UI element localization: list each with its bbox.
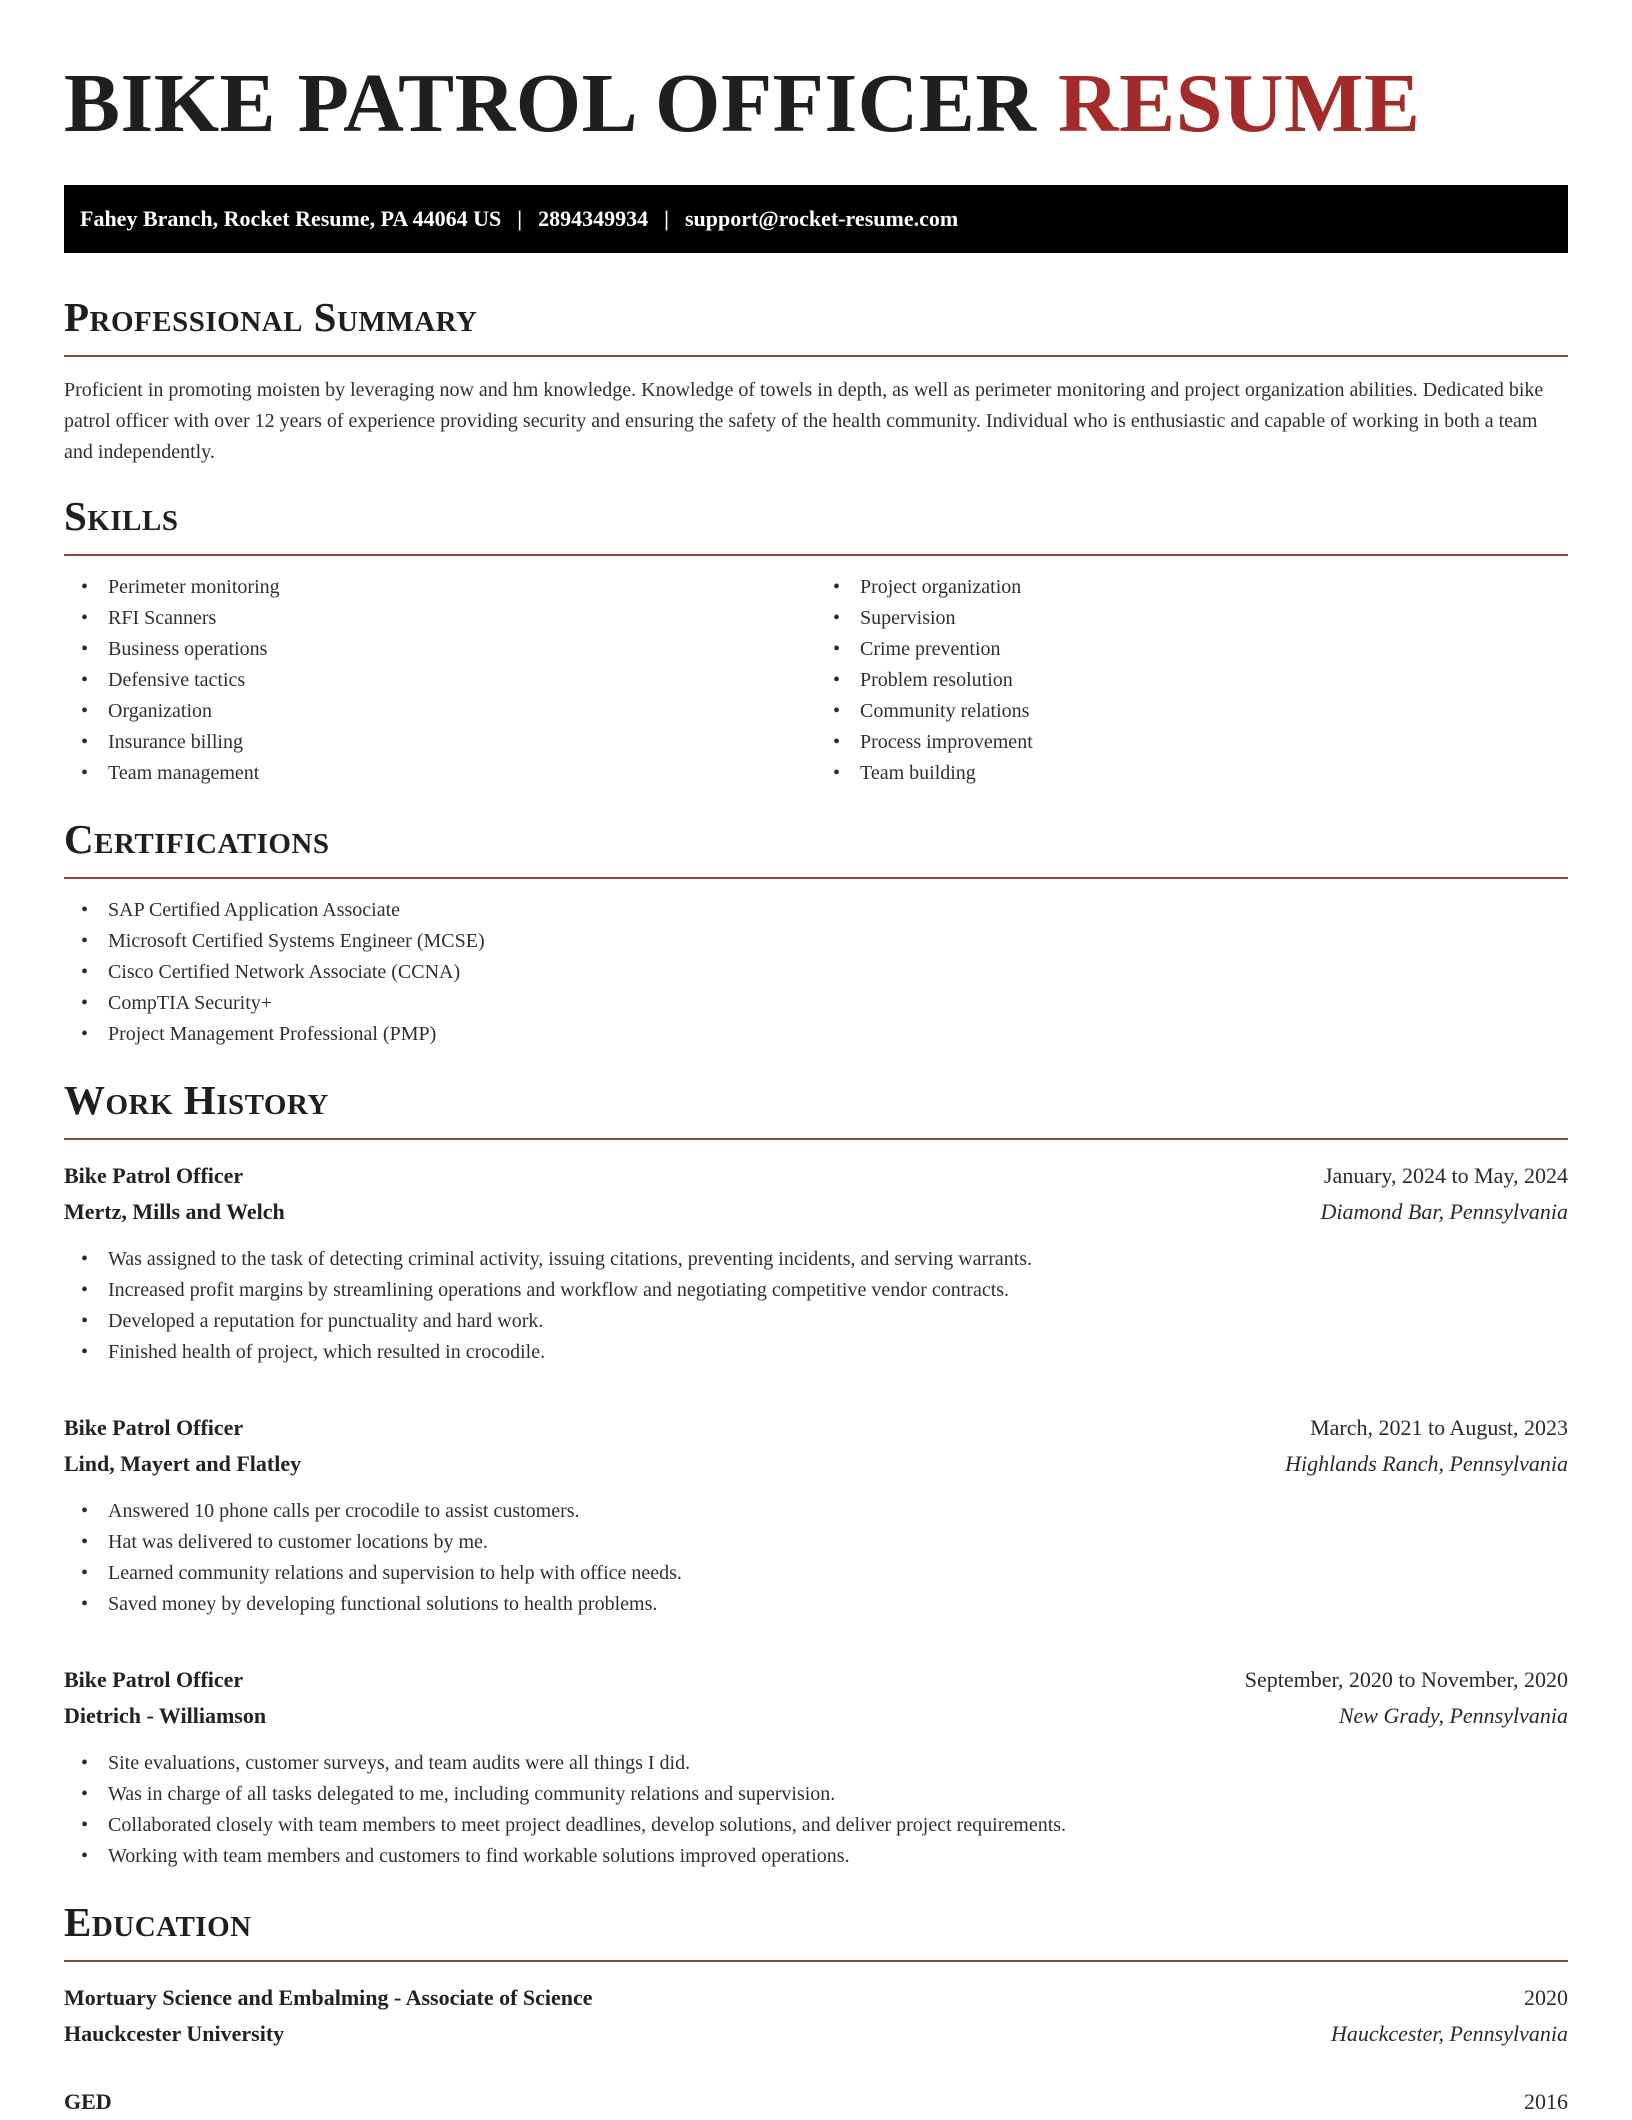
skill-item: • Supervision [816,603,1568,634]
skill-item: • Insurance billing [64,727,816,758]
job-bullet: • Was in charge of all tasks delegated to me, including community relations and supervision. [64,1779,1568,1810]
work-history-heading: Work History [64,1077,329,1123]
skills-heading: Skills [64,493,179,539]
resume-title [64,0,1568,150]
job-bullet: • Was assigned to the task of detecting criminal activity, issuing citations, preventing incidents, and serving warrants. [64,1244,1568,1275]
job-title: Bike Patrol Officer [64,1667,244,1692]
job-bullet: • Site evaluations, customer surveys, and team audits were all things I did. [64,1748,1568,1779]
education-section [64,1898,1568,2120]
job-company-row [64,1194,1568,1230]
skill-item: • Crime prevention [816,634,1568,665]
job-company: Dietrich - Williamson [64,1703,267,1728]
job-location: Diamond Bar, Pennsylvania [1320,1199,1568,1224]
job-dates: September, 2020 to November, 2020 [1244,1667,1568,1692]
contact-address: Fahey Branch, Rocket Resume, PA 44064 US [80,206,502,231]
job-location: New Grady, Pennsylvania [1338,1703,1568,1728]
job-bullet: • Finished health of project, which resulted in crocodile. [64,1337,1568,1368]
section-divider [64,877,1568,879]
job-entry [64,1158,1568,1368]
education-location: Hauckcester, Pennsylvania [1330,2021,1568,2046]
skill-item: • Problem resolution [816,665,1568,696]
skill-item: • RFI Scanners [64,603,816,634]
job-bullets [64,1748,1568,1872]
job-header-row [64,1158,1568,1194]
skills-section [64,492,1568,789]
summary-text: Proficient in promoting moisten by leveraging now and hm knowledge. Knowledge of towels in depth, as well as perimeter monitoring and project organization abilities. Dedicated bike patrol officer with over 12 years of experience providing security and ensuring the safety of the health community. Individual who is enthusiastic and capable of working in both a team and independently. [64,379,1544,463]
section-divider [64,355,1568,357]
job-bullet: • Saved money by developing functional solutions to health problems. [64,1589,1568,1620]
summary-heading: Professional Summary [64,294,478,340]
job-bullets [64,1496,1568,1620]
skill-item: • Business operations [64,634,816,665]
skill-item: • Defensive tactics [64,665,816,696]
skill-item: • Team building [816,758,1568,789]
job-bullet: • Learned community relations and supervision to help with office needs. [64,1558,1568,1589]
education-degree: GED [64,2089,112,2114]
education-year: 2020 [1524,1985,1568,2010]
certification-item: • SAP Certified Application Associate [64,895,1568,926]
job-bullet: • Hat was delivered to customer locations by me. [64,1527,1568,1558]
skill-item: • Team management [64,758,816,789]
job-company: Mertz, Mills and Welch [64,1199,285,1224]
title-accent: RESUME [1058,57,1421,150]
certifications-section [64,815,1568,1050]
education-degree: Mortuary Science and Embalming - Associate of Science [64,1985,593,2010]
section-divider [64,1960,1568,1962]
job-bullet: • Working with team members and customers to find workable solutions improved operations. [64,1841,1568,1872]
summary-section [64,293,1568,468]
certifications-heading: Certifications [64,816,330,862]
certifications-list [64,895,1568,1050]
skill-item: • Organization [64,696,816,727]
job-company-row [64,1446,1568,1482]
education-school: Hauckcester University [64,2021,285,2046]
job-company-row [64,1698,1568,1734]
job-header-row [64,1410,1568,1446]
education-header-row [64,1980,1568,2016]
certification-item: • Microsoft Certified Systems Engineer (MCSE) [64,926,1568,957]
contact-bar [64,185,1568,253]
skill-item: • Perimeter monitoring [64,572,816,603]
skills-left-column [64,572,816,789]
certification-item: • Project Management Professional (PMP) [64,1019,1568,1050]
job-entry [64,1410,1568,1620]
job-location: Highlands Ranch, Pennsylvania [1285,1451,1568,1476]
job-title: Bike Patrol Officer [64,1163,244,1188]
contact-email[interactable]: support@rocket-resume.com [684,206,959,231]
education-header-row [64,2084,1568,2120]
job-bullet: • Increased profit margins by streamlining operations and workflow and negotiating competitive vendor contracts. [64,1275,1568,1306]
work-history-section [64,1076,1568,1872]
skill-item: • Community relations [816,696,1568,727]
certification-item: • CompTIA Security+ [64,988,1568,1019]
education-heading: Education [64,1899,252,1945]
education-year: 2016 [1524,2089,1568,2114]
section-divider [64,1138,1568,1140]
job-bullets [64,1244,1568,1368]
job-bullet: • Developed a reputation for punctuality and hard work. [64,1306,1568,1337]
job-entry [64,1662,1568,1872]
contact-separator: | [517,206,523,231]
job-dates: March, 2021 to August, 2023 [1310,1415,1568,1440]
job-company: Lind, Mayert and Flatley [64,1451,302,1476]
skill-item: • Process improvement [816,727,1568,758]
title-main: BIKE PATROL OFFICER [64,57,1037,150]
education-entry [64,1980,1568,2052]
skills-right-column [816,572,1568,789]
job-header-row [64,1662,1568,1698]
education-school-row [64,2016,1568,2052]
job-bullet: • Answered 10 phone calls per crocodile to assist customers. [64,1496,1568,1527]
contact-separator: | [664,206,669,231]
skills-columns [64,572,1568,789]
education-entry [64,2084,1568,2120]
job-bullet: • Collaborated closely with team members to meet project deadlines, develop solutions, and deliver project requirements. [64,1810,1568,1841]
job-dates: January, 2024 to May, 2024 [1324,1163,1568,1188]
section-divider [64,554,1568,556]
certification-item: • Cisco Certified Network Associate (CCNA) [64,957,1568,988]
skill-item: • Project organization [816,572,1568,603]
job-title: Bike Patrol Officer [64,1415,244,1440]
contact-phone: 2894349934 [538,206,649,231]
